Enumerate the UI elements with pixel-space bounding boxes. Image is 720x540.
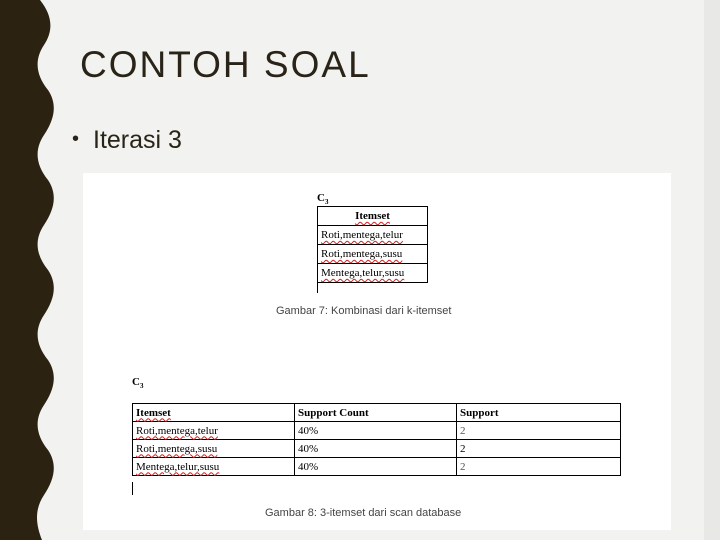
- table-header: Support Count: [295, 404, 457, 422]
- table-cell: Roti,mentega,susu: [136, 442, 218, 455]
- figure1-caption: Gambar 7: Kombinasi dari k-itemset: [276, 305, 452, 317]
- table-cell: 2: [457, 422, 621, 440]
- table-cell: Roti,mentega,telur: [321, 229, 403, 241]
- figure1-label: $C_3$: [317, 192, 329, 207]
- table-cell: Mentega,telur,susu: [136, 460, 220, 473]
- table-cell: Roti,mentega,susu: [321, 248, 403, 260]
- bullet-dot-icon: •: [72, 128, 80, 150]
- table-header: Itemset: [133, 404, 295, 422]
- figure2-caption: Gambar 8: 3-itemset dari scan database: [265, 507, 462, 519]
- table-row: [318, 226, 428, 245]
- table-cell: 40%: [295, 440, 457, 458]
- candidate-itemset-table: [317, 206, 428, 283]
- table-header: Itemset: [318, 207, 428, 226]
- table-row: [133, 422, 621, 440]
- table-row: [318, 264, 428, 283]
- right-edge-strip: [704, 0, 720, 540]
- table-cell: 40%: [295, 458, 457, 476]
- support-count-table: [132, 403, 621, 476]
- cursor-line: [132, 482, 133, 495]
- cursor-line: [317, 283, 318, 293]
- bullet-item: [72, 126, 182, 155]
- table-row: [318, 245, 428, 264]
- figure-panel: [83, 173, 671, 530]
- wavy-border-decoration: [0, 0, 60, 540]
- table-cell: 2: [457, 440, 621, 458]
- figure2-label: $C_3$: [132, 376, 144, 391]
- table-row: [133, 458, 621, 476]
- bullet-text: Iterasi 3: [93, 126, 182, 154]
- table-cell: Roti,mentega,telur: [136, 424, 218, 437]
- table-cell: 40%: [295, 422, 457, 440]
- table-header: Support: [457, 404, 621, 422]
- table-cell: 2: [457, 458, 621, 476]
- table-cell: Mentega,telur,susu: [321, 267, 405, 279]
- table-row: [133, 440, 621, 458]
- slide-title: CONTOH SOAL: [80, 44, 371, 85]
